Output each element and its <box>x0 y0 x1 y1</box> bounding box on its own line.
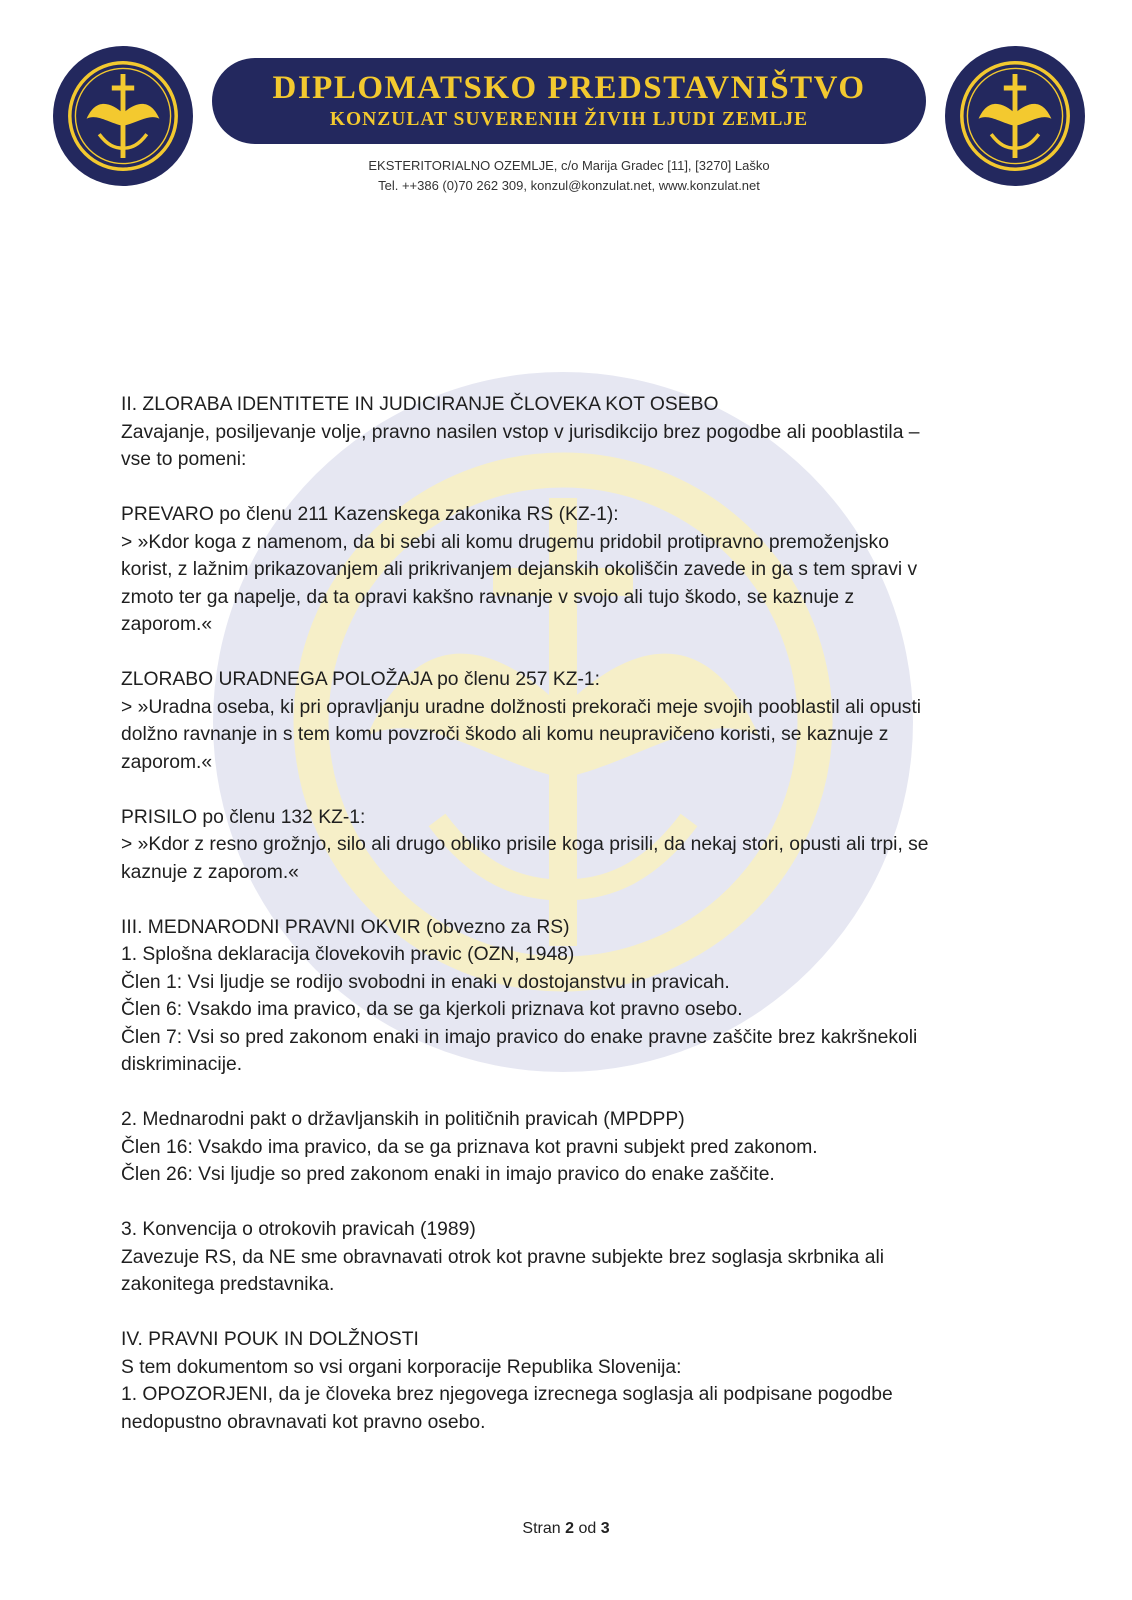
article-line: Člen 6: Vsakdo ima pravico, da se ga kjerkoli priznava kot pravno osebo. <box>121 999 743 1020</box>
article-line: Člen 16: Vsakdo ima pravico, da se ga priznava kot pravni subjekt pred zakonom. <box>121 1136 818 1158</box>
seal-logo-left <box>53 46 193 186</box>
seal-logo-right <box>945 46 1085 186</box>
section-heading: III. MEDNARODNI PRAVNI OKVIR (obvezno za RS) <box>121 916 570 938</box>
paragraph-line: vse to pomeni: <box>121 449 247 470</box>
article-line: diskriminacije. <box>121 1054 243 1075</box>
header-address: EKSTERITORIALNO OZEMLJE, c/o Marija Gradec [11], [3270] Laško <box>368 158 770 173</box>
list-item-title: 1. Splošna deklaracija človekovih pravic (OZN, 1948) <box>121 944 575 965</box>
page-label: Stran <box>522 1520 561 1537</box>
quote-line: dolžno ravnanje in s tem komu povzroči škodo ali komu neupravičeno koristi, se kaznuje z <box>121 724 889 745</box>
header-subtitle: KONZULAT SUVERENIH ŽIVIH LJUDI ZEMLJE <box>329 108 809 130</box>
header-contact <box>212 156 926 196</box>
header-title: DIPLOMATSKO PREDSTAVNIŠTVO <box>272 69 866 106</box>
quote-line: zaporom.« <box>121 614 213 635</box>
page-total: 3 <box>600 1520 610 1537</box>
quote-line: zaporom.« <box>121 751 213 773</box>
document-body <box>121 391 1001 1436</box>
list-item: nedopustno obravnavati kot pravno osebo. <box>121 1411 486 1433</box>
quote-line: zmoto ter ga napelje, da ta opravi kakšno ravnanje v svojo ali tujo škodo, se kaznuje z <box>121 586 855 608</box>
article-line: Člen 7: Vsi so pred zakonom enaki in imajo pravico do enake pravne zaščite brez kakršnekoli <box>121 1026 918 1048</box>
section-heading: II. ZLORABA IDENTITETE IN JUDICIRANJE ČLOVEKA KOT OSEBO <box>121 394 719 415</box>
paragraph-line: Zavajanje, posiljevanje volje, pravno nasilen vstop v jurisdikcijo brez pogodbe ali pooblastila – <box>121 421 920 443</box>
page-current: 2 <box>565 1520 574 1537</box>
quote-line: kaznuje z zaporom.« <box>121 861 299 883</box>
subsection-heading: PRISILO po členu 132 KZ-1: <box>121 806 366 828</box>
page-of: od <box>578 1520 597 1537</box>
header-contact-info: Tel. ++386 (0)70 262 309, konzul@konzulat.net, www.konzulat.net <box>378 178 760 193</box>
section-heading: IV. PRAVNI POUK IN DOLŽNOSTI <box>121 1329 419 1350</box>
header-banner <box>212 58 926 144</box>
paragraph-line: zakonitega predstavnika. <box>121 1274 335 1295</box>
paragraph-line: S tem dokumentom so vsi organi korporacije Republika Slovenija: <box>121 1356 682 1378</box>
subsection-heading: PREVARO po členu 211 Kazenskega zakonika RS (KZ-1): <box>121 504 619 525</box>
article-line: Člen 26: Vsi ljudje so pred zakonom enaki in imajo pravico do enake zaščite. <box>121 1164 775 1185</box>
subsection-heading: ZLORABO URADNEGA POLOŽAJA po členu 257 KZ-1: <box>121 669 600 690</box>
list-item-title: 2. Mednarodni pakt o državljanskih in političnih pravicah (MPDPP) <box>121 1109 685 1130</box>
quote-line: korist, z lažnim prikazovanjem ali prikrivanjem dejanskih okoliščin zavede in ga s tem spravi v <box>121 559 918 580</box>
list-item: 1. OPOZORJENI, da je človeka brez njegovega izrecnega soglasja ali podpisane pogodbe <box>121 1384 893 1405</box>
article-line: Člen 1: Vsi ljudje se rodijo svobodni in enaki v dostojanstvu in pravicah. <box>121 971 730 993</box>
quote-line: > »Kdor z resno grožnjo, silo ali drugo obliko prisile koga prisili, da nekaj stori, opusti ali trpi, se <box>121 834 929 855</box>
quote-line: > »Kdor koga z namenom, da bi sebi ali komu drugemu pridobil protipravno premoženjsko <box>121 531 889 553</box>
paragraph-line: Zavezuje RS, da NE sme obravnavati otrok kot pravne subjekte brez soglasja skrbnika ali <box>121 1246 885 1268</box>
quote-line: > »Uradna oseba, ki pri opravljanju uradne dolžnosti prekorači meje svojih pooblastil ali opusti <box>121 696 922 718</box>
list-item-title: 3. Konvencija o otrokovih pravicah (1989) <box>121 1219 476 1240</box>
page-number <box>0 1520 1132 1538</box>
